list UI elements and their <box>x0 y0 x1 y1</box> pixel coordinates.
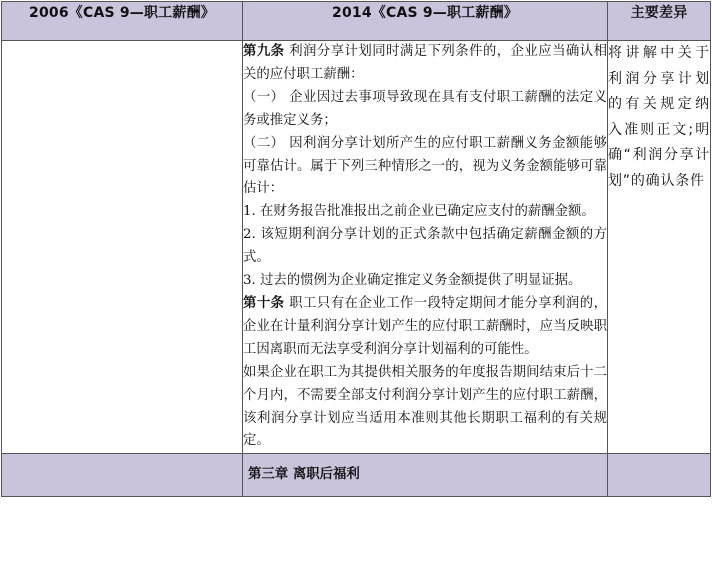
cell-2014 <box>243 41 608 454</box>
chapter-row <box>2 454 711 497</box>
article-10-text: 职工只有在企业工作一段特定期间才能分享利润的，企业在计量利润分享计划产生的应付职工薪酬时，应当反映职工因离职而无法享受利润分享计划福利的可能性。 <box>243 295 607 357</box>
chapter-heading: 第三章 离职后福利 <box>248 467 360 483</box>
cell-diff: 将讲解中关于利润分享计划的有关规定纳入准则正文;明确“利润分享计划”的确认条件 <box>608 41 711 454</box>
chapter-cell-diff <box>608 454 711 497</box>
comparison-table <box>1 1 711 497</box>
item-1-text: 1. 在财务报告批准报出之前企业已确定应支付的薪酬金额。 <box>243 204 595 220</box>
condition-1-text: （一） 企业因过去事项导致现在具有支付职工薪酬的法定义务或推定义务； <box>243 89 607 128</box>
chapter-cell-2014 <box>243 454 608 497</box>
paragraph-art10-cont <box>243 362 607 454</box>
article-9-text: 利润分享计划同时满足下列条件的，企业应当确认相关的应付职工薪酬： <box>243 44 607 82</box>
item-2-text: 2. 该短期利润分享计划的正式条款中包括确定薪酬金额的方式。 <box>243 227 607 266</box>
paragraph-item1 <box>243 201 607 224</box>
paragraph-item2 <box>243 224 607 270</box>
paragraph-cond2 <box>243 133 607 202</box>
chapter-cell-2006 <box>2 454 243 497</box>
paragraph-cond1 <box>243 87 607 133</box>
header-diff: 主要差异 <box>608 2 711 41</box>
paragraph-art10 <box>243 293 607 362</box>
paragraph-art9 <box>243 41 607 87</box>
header-row <box>2 2 711 41</box>
article-9-label: 第九条 <box>243 44 285 59</box>
condition-2-text: （二） 因利润分享计划所产生的应付职工薪酬义务金额能够可靠估计。属于下列三种情形之一的，视为义务金额能够可靠估计： <box>243 135 607 197</box>
header-2006: 2006《CAS 9—职工薪酬》 <box>2 2 243 41</box>
header-2014: 2014《CAS 9—职工薪酬》 <box>243 2 608 41</box>
item-3-text: 3. 过去的惯例为企业确定推定义务金额提供了明显证据。 <box>243 273 582 289</box>
paragraph-item3 <box>243 270 607 293</box>
article-10-continued-text: 如果企业在职工为其提供相关服务的年度报告期间结束后十二个月内，不需要全部支付利润分享计划产生的应付职工薪酬，该利润分享计划应当适用本准则其他长期职工福利的有关规定。 <box>243 364 607 449</box>
cell-2006 <box>2 41 243 454</box>
article-10-label: 第十条 <box>243 295 285 311</box>
table-row <box>2 41 711 454</box>
